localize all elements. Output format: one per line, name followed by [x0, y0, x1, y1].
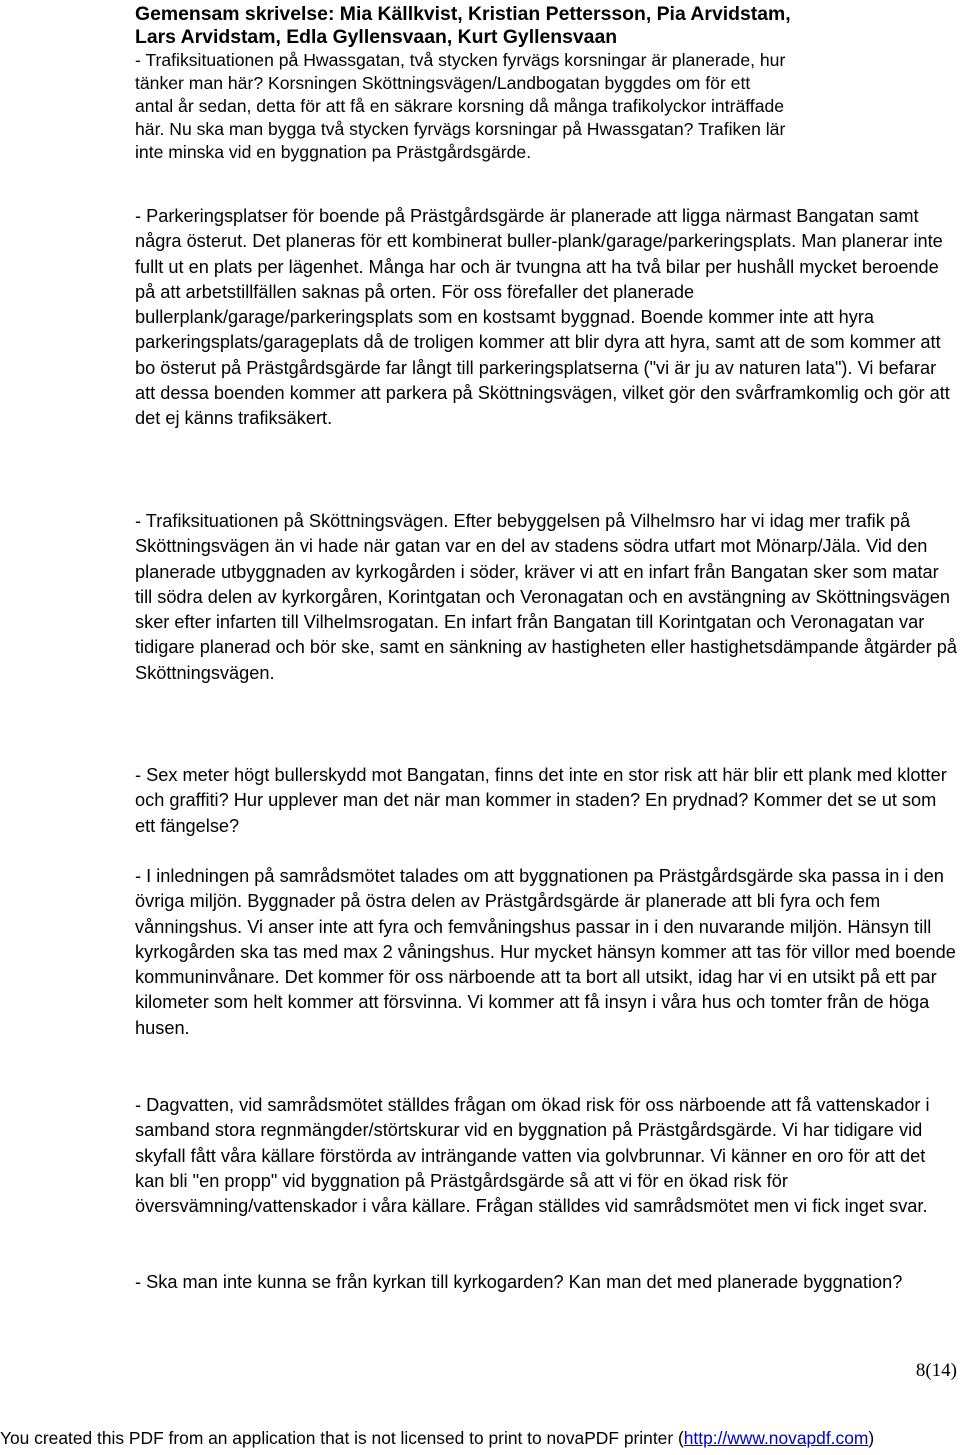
paragraph-inledningen: - I inledningen på samrådsmötet talades om att byggnationen pa Prästgårdsgärde ska passa in i den övriga miljön. Byggnader på östra delen av Prästgårdsgärde är planerade att bli fyra och fem vånningshus. Vi anser inte att fyra och femvåningshus passar in i den nuvarande miljön. Hänsyn till kyrkogården ska tas med max 2 våningshus. Hur mycket hänsyn kommer att tas för villor med boende kommuninvånare. Det kommer för oss närboende att ta bort all utsikt, idag har vi en utsikt på ett par kilometer som helt kommer att försvinna. Vi kommer att få insyn i våra hus och tomter från de höga husen. — [135, 866, 956, 1038]
signatories-line-2: Lars Arvidstam, Edla Gyllensvaan, Kurt Gyllensvaan — [135, 26, 618, 48]
intro-line-2: tänker man här? Korsningen Sköttningsvägen/Landbogatan byggdes om för ett — [135, 73, 751, 93]
footer-link[interactable]: http://www.novapdf.com — [683, 1428, 869, 1448]
page-number: 8(14) — [915, 1360, 957, 1381]
intro-line-3: antal år sedan, detta för att få en säkrare korsning då många trafikolyckor inträffade — [135, 96, 785, 116]
intro-line-1: - Trafiksituationen på Hwassgatan, två stycken fyrvägs korsningar är planerade, hur — [135, 50, 786, 70]
intro-line-4: här. Nu ska man bygga två stycken fyrvägs korsningar på Hwassgatan? Trafiken lär — [135, 119, 786, 139]
license-footer — [0, 1428, 960, 1449]
paragraph-trafiksituation: - Trafiksituationen på Sköttningsvägen. Efter bebyggelsen på Vilhelmsro har vi idag mer trafik på Sköttningsvägen än vi hade när gatan var en del av stadens södra utfart mot Mönarp/Jäla. Vid den planerade utbyggnaden av kyrkogården i söder, kräver vi att en infart från Bangatan sker som matar till södra delen av kyrkorgåren, Korintgatan och Veronagatan och en avstängning av Sköttningsvägen sker efter infarten till Vilhelmsrogatan. En infart från Bangatan till Korintgatan och Veronagatan var tidigare planerad och bör ske, samt en sänkning av hastigheten eller hastighetsdämpande åtgärder på Sköttningsvägen. — [135, 511, 957, 683]
signatories-line-1: Gemensam skrivelse: Mia Källkvist, Kristian Pettersson, Pia Arvidstam, — [135, 3, 791, 25]
paragraph-dagvatten: - Dagvatten, vid samrådsmötet ställdes frågan om ökad risk för oss närboende att få vattenskador i samband stora regnmängder/störtskurar vid en byggnation på Prästgårdsgärde. Vi har tidigare vid skyfall fått våra källare förstörda av inträngande vatten via golvbrunnar. Vi känner en oro för att det kan bli "en propp" vid byggnation på Prästgårdsgärde så att vi för en ökad risk för översvämning/vattenskador i våra källare. Frågan ställdes vid samrådsmötet men vi fick inget svar. — [135, 1095, 930, 1217]
intro-line-5: inte minska vid en byggnation pa Prästgårdsgärde. — [135, 142, 532, 162]
paragraph-bullerskydd: - Sex meter högt bullerskydd mot Bangatan, finns det inte en stor risk att här blir ett plank med klotter och graffiti? Hur upplever man det när man kommer in staden? En prydnad? Kommer det se ut som ett fängelse? — [135, 765, 947, 836]
footer-text: You created this PDF from an application that is not licensed to print to novaPDF printer ( — [0, 1428, 684, 1448]
paragraph-kyrkan: - Ska man inte kunna se från kyrkan till kyrkogarden? Kan man det med planerade byggnation? — [135, 1272, 903, 1292]
header-block — [135, 3, 957, 164]
paragraph-parkering: - Parkeringsplatser för boende på Prästgårdsgärde är planerade att ligga närmast Bangatan samt några österut. Det planeras för ett kombinerat buller-plank/garage/parkeringsplats. Man planerar inte fullt ut en plats per lägenhet. Många har och är tvungna att ha två bilar per hushåll mycket beroende på att arbetstillfällen saknas på orten. För oss förefaller det planerade bullerplank/garage/parkeringsplats som en kostsamt byggnad. Boende kommer inte att hyra parkeringsplats/garageplats då de troligen kommer att blir dyra att hyra, samt att de som kommer att bo österut på Prästgårdsgärde far långt till parkeringsplatserna ("vi är ju av naturen lata"). Vi befarar att dessa boenden kommer att parkera på Sköttningsvägen, vilket gör den svårframkomlig och gör att det ej känns trafiksäkert. — [135, 206, 950, 429]
footer-text-end: ) — [868, 1428, 875, 1448]
